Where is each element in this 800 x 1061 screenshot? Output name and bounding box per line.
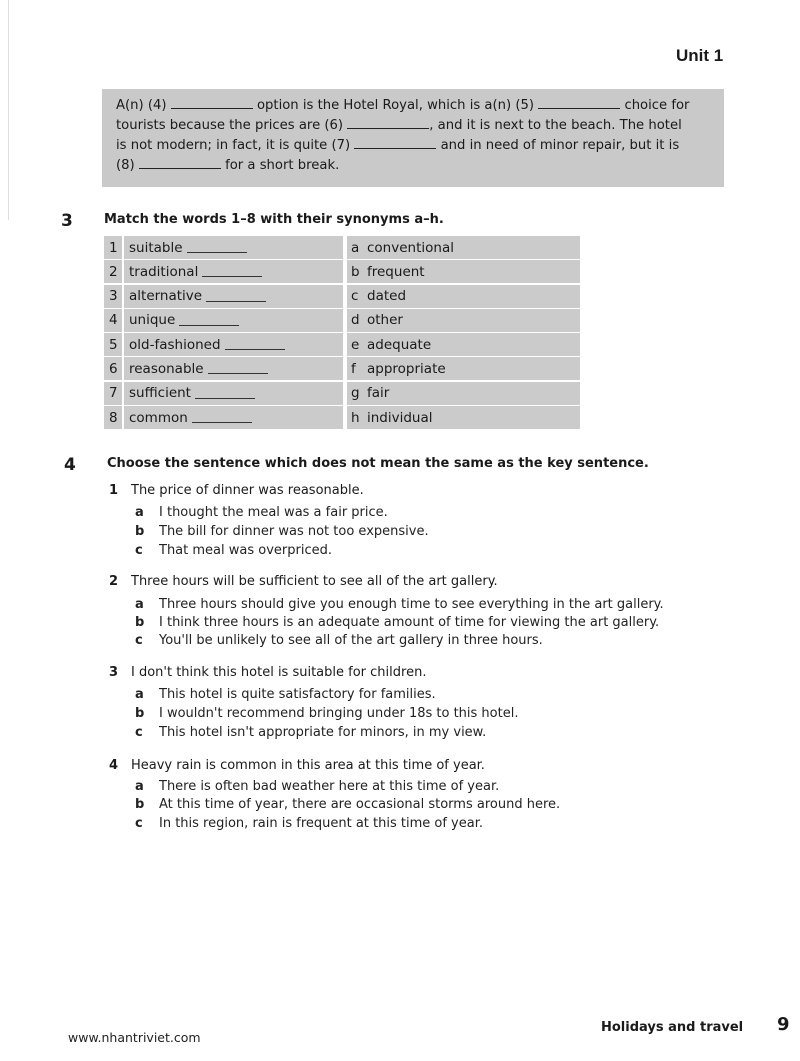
matching-row xyxy=(104,260,580,283)
option-text: Three hours should give you enough time to see everything in the art gallery. xyxy=(159,597,664,612)
option-letter: b xyxy=(135,615,145,630)
answer-blank[interactable] xyxy=(225,339,285,350)
item-word: conventional xyxy=(367,239,454,256)
option-text: The bill for dinner was not too expensive. xyxy=(159,524,429,539)
option-letter: a xyxy=(135,687,144,702)
key-sentence: I don't think this hotel is suitable for children. xyxy=(131,665,427,680)
option-letter: c xyxy=(135,816,143,831)
item-word: fair xyxy=(367,385,390,402)
left-item xyxy=(104,333,343,356)
item-word: adequate xyxy=(367,336,432,353)
question-3 xyxy=(109,665,426,680)
left-item xyxy=(104,285,343,308)
unit-heading: Unit 1 xyxy=(676,46,724,65)
item-word: unique xyxy=(129,312,176,329)
blank-4[interactable] xyxy=(171,96,253,109)
right-item xyxy=(347,236,580,259)
answer-blank[interactable] xyxy=(187,242,247,253)
instruction-text: Choose the sentence which does xyxy=(107,456,352,471)
item-letter: b xyxy=(351,263,360,280)
answer-blank[interactable] xyxy=(195,388,255,399)
item-number: 4 xyxy=(104,309,124,332)
option-letter: a xyxy=(135,779,144,794)
item-word: reasonable xyxy=(129,360,204,377)
option-letter: b xyxy=(135,524,145,539)
option-letter: c xyxy=(135,633,143,648)
gap-text: tourists because the prices are (6) xyxy=(116,118,344,133)
question-4 xyxy=(109,758,485,773)
item-number: 8 xyxy=(104,406,124,429)
exercise-3-instruction: Match the words 1–8 with their synonyms a–h. xyxy=(104,212,444,227)
page-number: 9 xyxy=(777,1014,790,1035)
option-letter: c xyxy=(135,725,143,740)
item-number: 3 xyxy=(104,285,124,308)
left-item xyxy=(104,236,343,259)
blank-8[interactable] xyxy=(139,156,221,169)
gap-text: for a short break. xyxy=(225,158,340,173)
gap-text: is not modern; in fact, it is quite (7) xyxy=(116,138,351,153)
right-item xyxy=(347,333,580,356)
exercise-3-number: 3 xyxy=(61,211,73,231)
option-text: At this time of year, there are occasional storms around here. xyxy=(159,797,561,812)
blank-5[interactable] xyxy=(538,96,620,109)
gap-line-4 xyxy=(116,156,710,176)
gap-text: (8) xyxy=(116,158,135,173)
matching-row xyxy=(104,285,580,308)
option-text: You'll be unlikely to see all of the art gallery in three hours. xyxy=(159,633,543,648)
answer-blank[interactable] xyxy=(202,266,262,277)
option[interactable] xyxy=(135,725,486,740)
option-text: This hotel isn't appropriate for minors, in my view. xyxy=(159,725,487,740)
blank-7[interactable] xyxy=(354,136,436,149)
exercise-4-instruction xyxy=(107,456,649,471)
question-number: 4 xyxy=(109,758,119,773)
footer-url[interactable]: www.nhantriviet.com xyxy=(68,1030,201,1045)
right-item xyxy=(347,260,580,283)
matching-row xyxy=(104,236,580,259)
item-letter: e xyxy=(351,336,360,353)
question-number: 2 xyxy=(109,574,119,589)
gap-text: A(n) (4) xyxy=(116,98,167,113)
option-letter: b xyxy=(135,797,145,812)
question-number: 3 xyxy=(109,665,119,680)
option[interactable] xyxy=(135,543,332,558)
blank-6[interactable] xyxy=(347,116,429,129)
instruction-text: mean the same as the key sentence. xyxy=(375,456,649,471)
gap-line-1 xyxy=(116,96,710,116)
option-letter: b xyxy=(135,706,145,721)
item-number: 7 xyxy=(104,382,124,405)
item-word: individual xyxy=(367,409,433,426)
question-2 xyxy=(109,574,498,589)
item-letter: h xyxy=(351,409,360,426)
item-word: suitable xyxy=(129,239,183,256)
matching-row xyxy=(104,382,580,405)
gap-fill-text-box xyxy=(102,89,724,187)
matching-row xyxy=(104,406,580,429)
right-item xyxy=(347,285,580,308)
item-word: dated xyxy=(367,288,407,305)
item-word: common xyxy=(129,409,188,426)
item-letter: f xyxy=(351,360,356,377)
gap-line-2 xyxy=(116,116,710,136)
item-word: frequent xyxy=(367,263,425,280)
matching-row xyxy=(104,333,580,356)
option-letter: a xyxy=(135,505,144,520)
left-item xyxy=(104,357,343,380)
item-letter: c xyxy=(351,288,359,305)
option[interactable] xyxy=(135,779,499,794)
option-text: This hotel is quite satisfactory for families. xyxy=(159,687,436,702)
right-item xyxy=(347,382,580,405)
key-sentence: Three hours will be sufficient to see all of the art gallery. xyxy=(131,574,498,589)
option-text: I wouldn't recommend bringing under 18s to this hotel. xyxy=(159,706,519,721)
exercise-4-number: 4 xyxy=(64,455,76,475)
matching-table xyxy=(104,236,580,430)
option-text: There is often bad weather here at this time of year. xyxy=(159,779,500,794)
option[interactable] xyxy=(135,597,664,612)
right-item xyxy=(347,406,580,429)
item-word: appropriate xyxy=(367,360,446,377)
option-text: I thought the meal was a fair price. xyxy=(159,505,388,520)
answer-blank[interactable] xyxy=(179,315,239,326)
footer-section-title: Holidays and travel xyxy=(601,1020,744,1035)
right-item xyxy=(347,309,580,332)
option-letter: a xyxy=(135,597,144,612)
option[interactable] xyxy=(135,505,388,520)
option-letter: c xyxy=(135,543,143,558)
instruction-emphasis: not xyxy=(351,456,376,471)
left-item xyxy=(104,260,343,283)
option[interactable] xyxy=(135,816,483,831)
option[interactable] xyxy=(135,706,518,721)
answer-blank[interactable] xyxy=(208,363,268,374)
answer-blank[interactable] xyxy=(192,412,252,423)
gap-text: choice for xyxy=(624,98,690,113)
item-word: other xyxy=(367,312,403,329)
question-number: 1 xyxy=(109,483,119,498)
left-item xyxy=(104,406,343,429)
key-sentence: The price of dinner was reasonable. xyxy=(131,483,364,498)
gap-text: and in need of minor repair, but it is xyxy=(440,138,680,153)
item-letter: g xyxy=(351,385,360,402)
item-number: 6 xyxy=(104,357,124,380)
option[interactable] xyxy=(135,687,436,702)
option-text: In this region, rain is frequent at this time of year. xyxy=(159,816,483,831)
item-word: traditional xyxy=(129,263,199,280)
matching-row xyxy=(104,309,580,332)
item-word: old-fashioned xyxy=(129,336,221,353)
option[interactable] xyxy=(135,524,429,539)
option-text: That meal was overpriced. xyxy=(159,543,332,558)
option[interactable] xyxy=(135,615,659,630)
item-number: 2 xyxy=(104,260,124,283)
item-number: 1 xyxy=(104,236,124,259)
item-word: alternative xyxy=(129,288,203,305)
answer-blank[interactable] xyxy=(206,291,266,302)
option[interactable] xyxy=(135,633,543,648)
gap-text: option is the Hotel Royal, which is a(n) (5) xyxy=(256,98,535,113)
item-letter: d xyxy=(351,312,360,329)
scan-margin-line xyxy=(8,0,9,220)
question-1 xyxy=(109,483,364,498)
left-item xyxy=(104,382,343,405)
option-text: I think three hours is an adequate amount of time for viewing the art gallery. xyxy=(159,615,660,630)
gap-text: , and it is next to the beach. The hotel xyxy=(429,118,682,133)
left-item xyxy=(104,309,343,332)
item-letter: a xyxy=(351,239,360,256)
item-word: sufficient xyxy=(129,385,191,402)
key-sentence: Heavy rain is common in this area at this time of year. xyxy=(131,758,485,773)
gap-line-3 xyxy=(116,136,710,156)
option[interactable] xyxy=(135,797,560,812)
matching-row xyxy=(104,357,580,380)
right-item xyxy=(347,357,580,380)
item-number: 5 xyxy=(104,333,124,356)
